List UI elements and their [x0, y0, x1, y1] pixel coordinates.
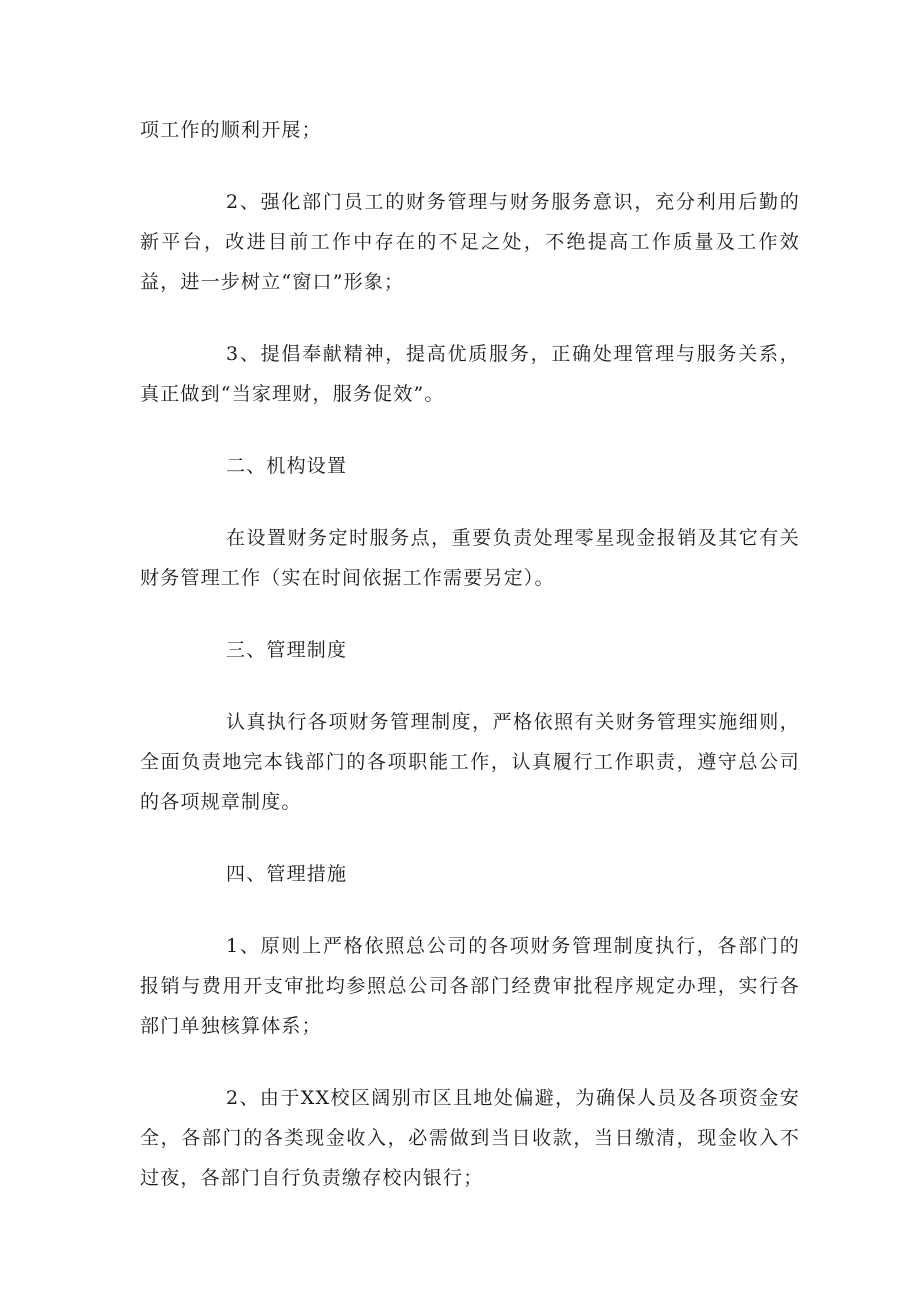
paragraph-item-3: 3、提倡奉献精神，提高优质服务，正确处理管理与服务关系，真正做到“当家理财，服务促效”。 — [140, 343, 800, 405]
paragraph-measure-2: 2、由于XX校区阔别市区且地处偏避，为确保人员及各项资金安全，各部门的各类现金收入，必需做到当日收款，当日缴清，现金收入不过夜，各部门自行负责缴存校内银行； — [140, 1087, 800, 1189]
paragraph-management-system: 认真执行各项财务管理制度，严格依照有关财务管理实施细则，全面负责地完本钱部门的各项职能工作，认真履行工作职责，遵守总公司的各项规章制度。 — [140, 711, 800, 813]
section-heading-organization: 二、机构设置 — [226, 455, 348, 477]
paragraph-measure-1: 1、原则上严格依照总公司的各项财务管理制度执行，各部门的报销与费用开支审批均参照总公司各部门经费审批程序规定办理，实行各部门单独核算体系； — [140, 935, 800, 1037]
paragraph-item-2: 2、强化部门员工的财务管理与财务服务意识，充分利用后勤的新平台，改进目前工作中存在的不足之处，不绝提高工作质量及工作效益，进一步树立“窗口”形象； — [140, 191, 800, 293]
section-heading-management-system: 三、管理制度 — [226, 639, 348, 661]
section-heading-management-measures: 四、管理措施 — [226, 863, 348, 885]
paragraph-organization: 在设置财务定时服务点，重要负责处理零星现金报销及其它有关财务管理工作（实在时间依据工作需要另定）。 — [140, 527, 800, 589]
paragraph-continuation: 项工作的顺利开展； — [140, 119, 322, 141]
document-body — [140, 110, 800, 1198]
